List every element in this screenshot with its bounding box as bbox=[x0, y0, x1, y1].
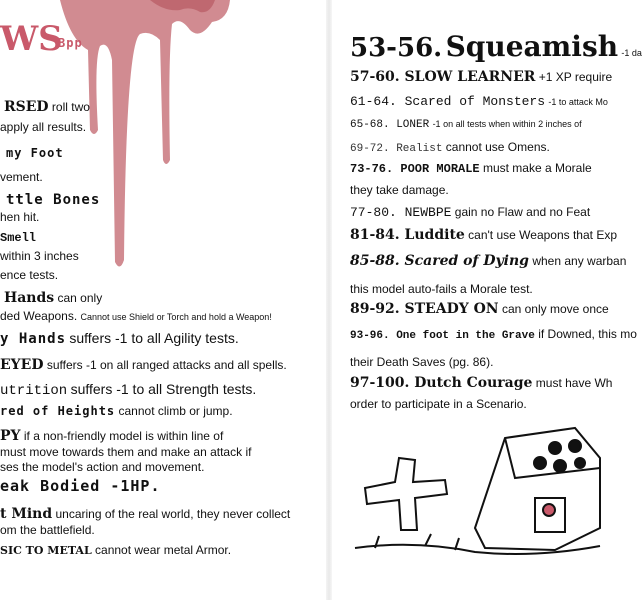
list-item: SIC TO METAL cannot wear metal Armor. bbox=[0, 543, 232, 557]
list-item: 73-76. POOR MORALE must make a Morale bbox=[350, 161, 592, 176]
list-item: 97-100. Dutch Courage must have Wh bbox=[350, 375, 613, 391]
list-item: y Hands suffers -1 to all Agility tests. bbox=[0, 330, 239, 347]
list-item: 81-84. Luddite can't use Weapons that Exp bbox=[350, 227, 617, 243]
list-item: 89-92. STEADY ON can only move once bbox=[350, 301, 609, 317]
list-item: ence tests. bbox=[0, 268, 59, 282]
list-item: must move towards them and make an attack if bbox=[0, 445, 252, 459]
right-page-title: 53-56. Squeamish -1 da bbox=[350, 30, 642, 63]
list-item: PY if a non-friendly model is within line of bbox=[0, 428, 224, 444]
list-item: vement. bbox=[0, 170, 43, 184]
list-item: ttle Bones bbox=[6, 192, 101, 208]
list-item: ses the model's action and movement. bbox=[0, 460, 205, 474]
list-item: they take damage. bbox=[350, 183, 449, 197]
list-item: 57-60. SLOW LEARNER +1 XP require bbox=[350, 69, 613, 85]
list-item: 69-72. Realist cannot use Omens. bbox=[350, 140, 550, 155]
list-item: apply all results. bbox=[0, 120, 87, 134]
list-item: om the battlefield. bbox=[0, 523, 95, 537]
list-item: ded Weapons. Cannot use Shield or Torch and hold a Weapon! bbox=[0, 309, 272, 323]
list-item: 65-68. LONER -1 on all tests when within 2 inches of bbox=[350, 119, 582, 131]
list-item: eak Bodied -1HP. bbox=[0, 477, 161, 495]
list-item: Smell bbox=[0, 231, 37, 245]
coffin-illustration bbox=[355, 418, 600, 558]
list-item: t Mind uncaring of the real world, they never collect bbox=[0, 506, 291, 522]
list-item: 77-80. NEWBPE gain no Flaw and no Feat bbox=[350, 205, 591, 220]
list-item: 85-88. Scared of Dying when any warban bbox=[350, 253, 627, 269]
list-item: order to participate in a Scenario. bbox=[350, 397, 527, 411]
list-item: within 3 inches bbox=[0, 249, 79, 263]
list-item: 61-64. Scared of Monsters -1 to attack Mo bbox=[350, 94, 608, 109]
list-item: red of Heights cannot climb or jump. bbox=[0, 404, 233, 418]
list-item: RSED roll two bbox=[4, 99, 90, 115]
list-item: Hands can only bbox=[4, 290, 103, 306]
left-page-title-suffix: Bpp bbox=[58, 36, 83, 50]
list-item: this model auto-fails a Morale test. bbox=[350, 282, 533, 296]
list-item: utrition suffers -1 to all Strength tests. bbox=[0, 381, 257, 399]
left-page-title: WS bbox=[0, 19, 63, 59]
list-item: 93-96. One foot in the Grave if Downed, this mo bbox=[350, 327, 637, 342]
list-item: their Death Saves (pg. 86). bbox=[350, 355, 494, 369]
list-item: hen hit. bbox=[0, 210, 40, 224]
list-item: EYED suffers -1 on all ranged attacks and all spells. bbox=[0, 357, 287, 373]
list-item: my Foot bbox=[6, 146, 64, 160]
